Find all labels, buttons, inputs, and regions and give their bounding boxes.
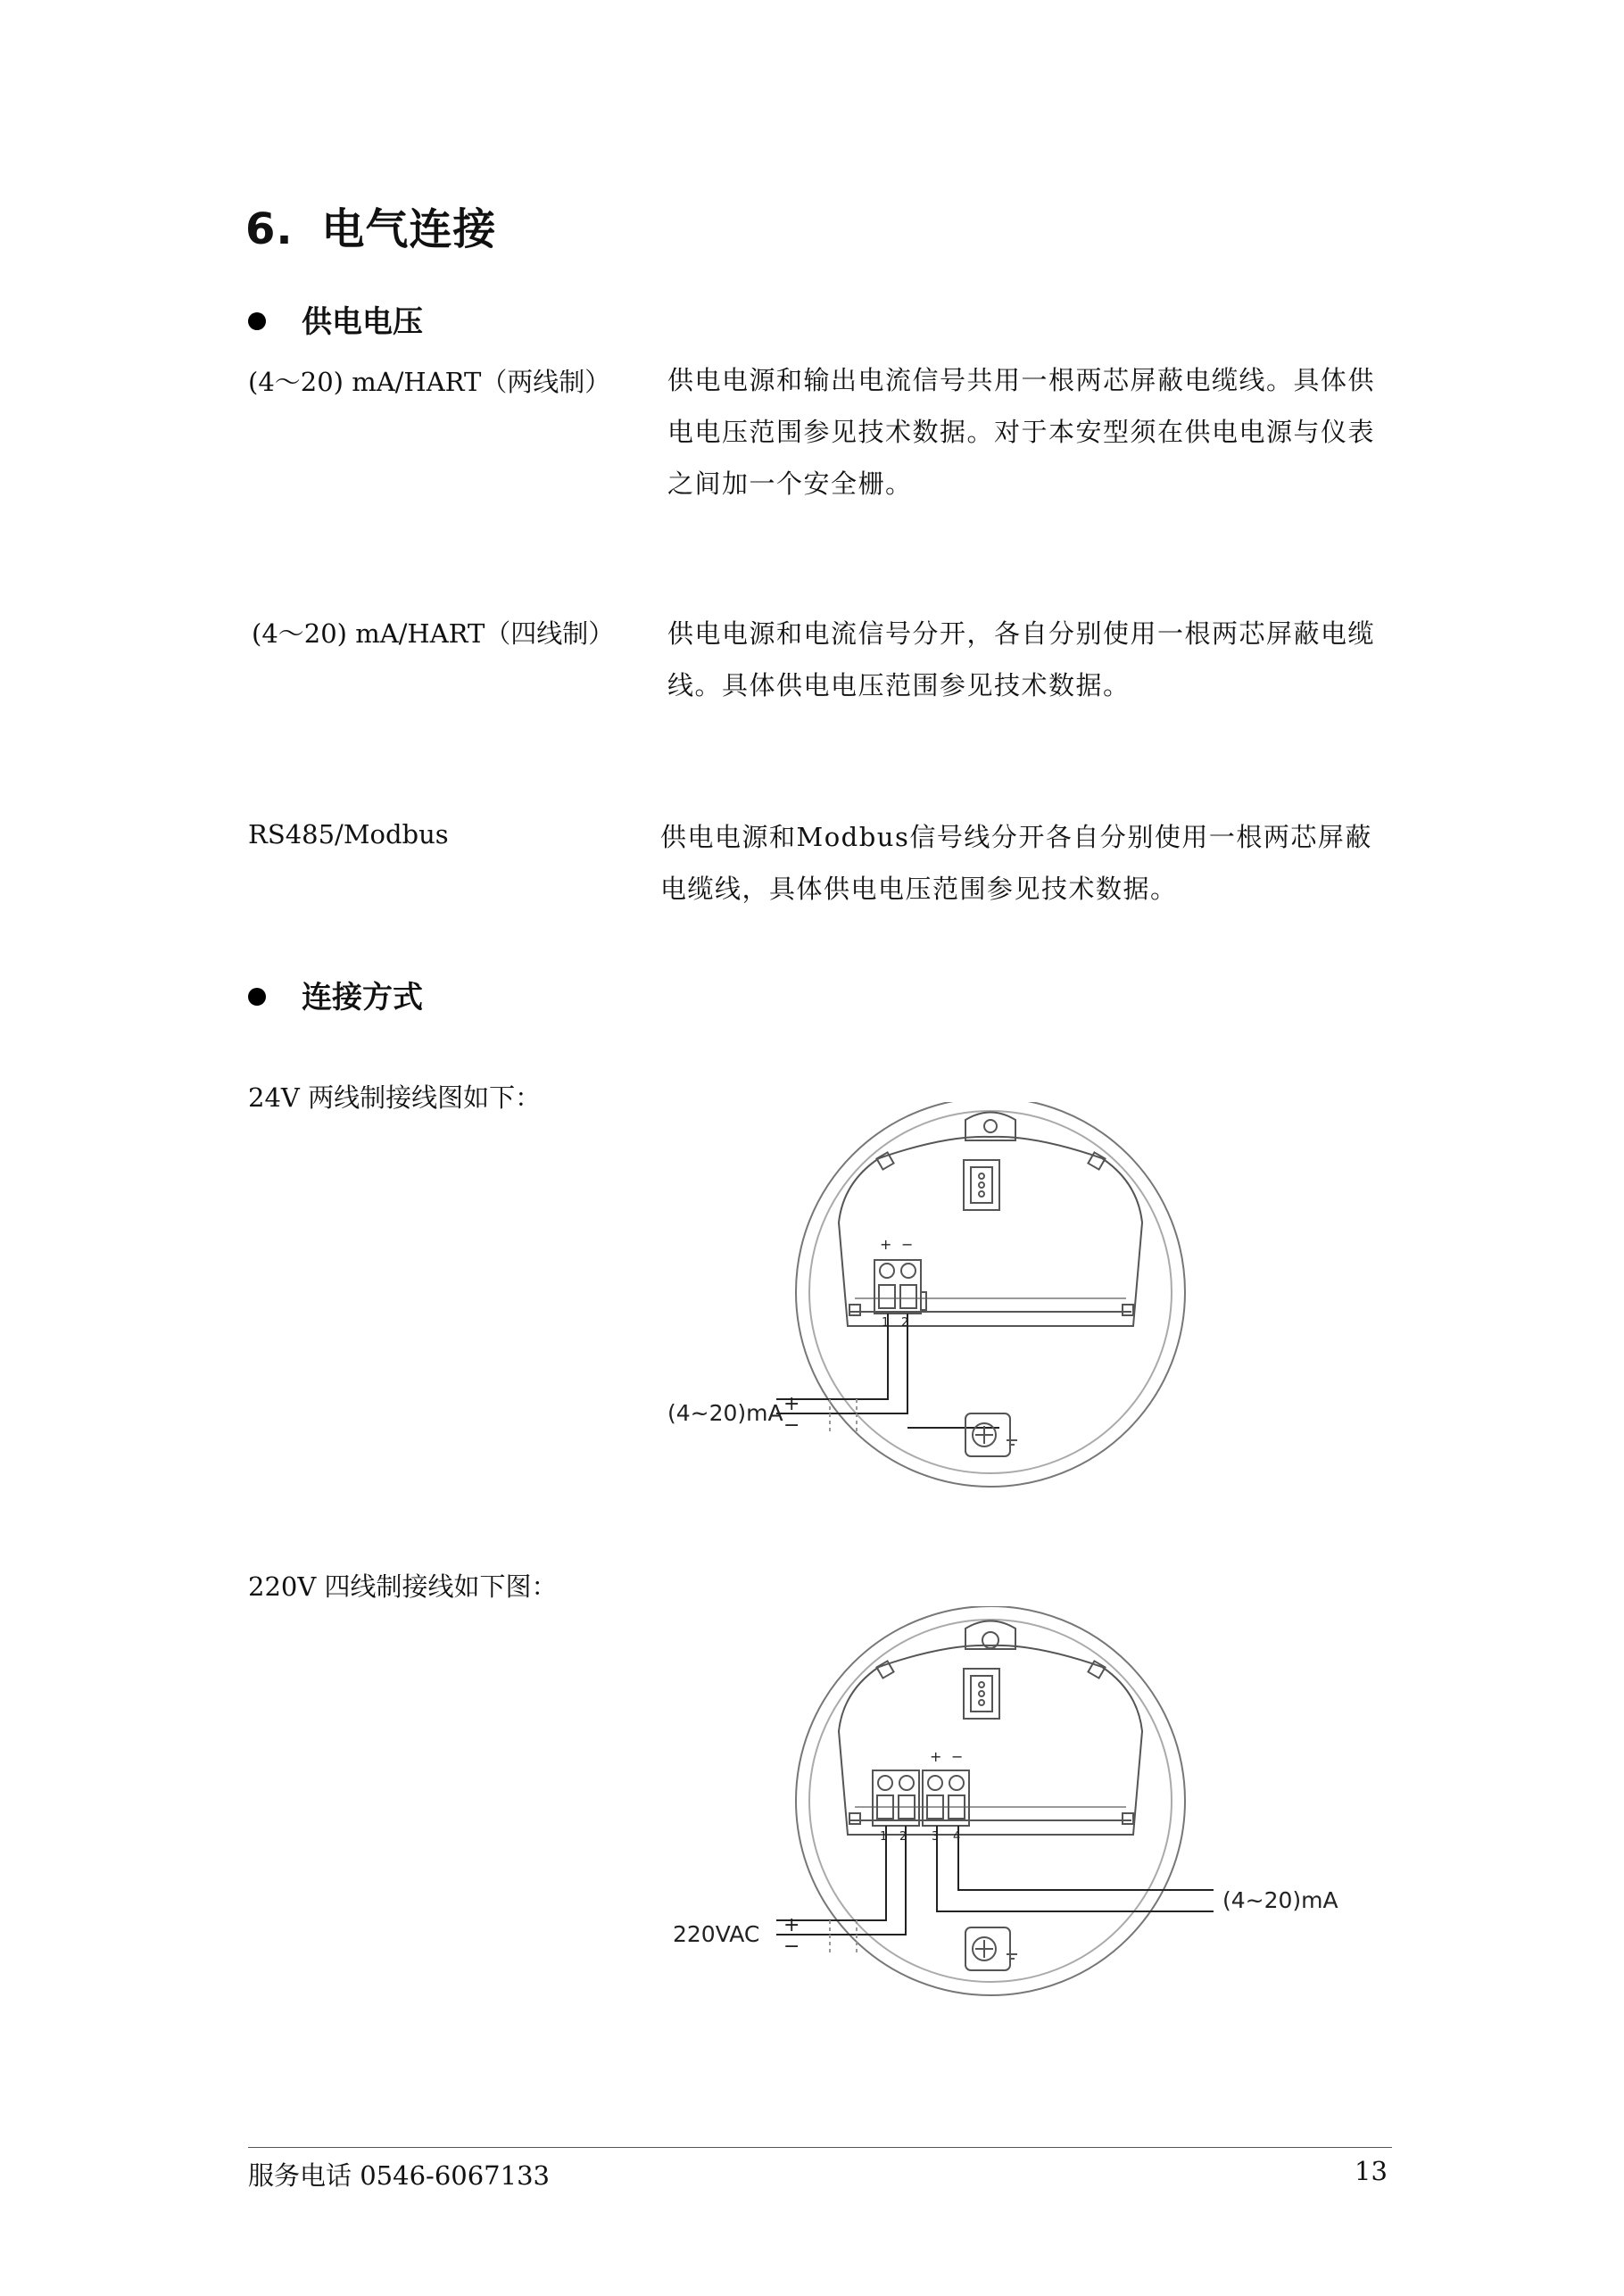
- supply-text-two-wire: 供电电源和输出电流信号共用一根两芯屏蔽电缆线。具体供电电压范围参见技术数据。对于本安型须在供电电源与仪表之间加一个安全栅。: [667, 365, 1376, 499]
- terminal-minus-label: −: [951, 1748, 964, 1765]
- diagram2-caption: 220V 四线制接线如下图：: [248, 1571, 558, 1602]
- four-wire-wiring-diagram: [660, 1606, 1356, 1999]
- terminal-1-label: 1: [882, 1316, 890, 1330]
- terminal-2-label: 2: [899, 1830, 907, 1844]
- supply-label-four-wire: (4～20) mA/HART（四线制）: [252, 618, 615, 649]
- section-number: 6.: [245, 204, 294, 254]
- supply-label-rs485: RS485/Modbus: [248, 819, 449, 850]
- terminal-minus-label: −: [901, 1236, 914, 1253]
- bullet-icon: [248, 988, 266, 1006]
- page-number: 13: [1355, 2156, 1388, 2186]
- terminal-plus-label: +: [880, 1236, 892, 1253]
- signal-minus: −: [783, 1414, 800, 1437]
- supply-heading: [248, 297, 423, 341]
- signal-label: (4~20)mA: [667, 1400, 783, 1426]
- connection-heading-text: 连接方式: [302, 980, 423, 1015]
- supply-heading-text: 供电电压: [302, 304, 423, 340]
- terminal-2-label: 2: [901, 1316, 909, 1330]
- signal-label: (4~20)mA: [1222, 1887, 1338, 1913]
- power-minus: −: [783, 1935, 800, 1958]
- terminal-1-label: 1: [880, 1830, 888, 1844]
- terminal-4-label: 4: [953, 1830, 961, 1844]
- footer-divider: [248, 2147, 1392, 2148]
- connection-heading: [248, 973, 423, 1016]
- section-title: [245, 195, 496, 256]
- terminal-plus-label: +: [930, 1748, 942, 1765]
- terminal-3-label: 3: [932, 1830, 940, 1844]
- supply-text-rs485: 供电电源和Modbus信号线分开各自分别使用一根两芯屏蔽电缆线，具体供电电压范围参见技术数据。: [660, 822, 1372, 904]
- diagram1-caption: 24V 两线制接线图如下：: [248, 1082, 542, 1113]
- signal-plus: +: [783, 1393, 800, 1415]
- footer-service-phone: 服务电话 0546-6067133: [248, 2160, 550, 2191]
- power-label: 220VAC: [673, 1921, 760, 1947]
- bullet-icon: [248, 312, 266, 330]
- section-title-text: 电气连接: [321, 204, 497, 254]
- power-plus: +: [783, 1914, 800, 1936]
- supply-label-two-wire: (4～20) mA/HART（两线制）: [248, 367, 611, 397]
- two-wire-wiring-diagram: [651, 1102, 1205, 1495]
- supply-text-four-wire: 供电电源和电流信号分开，各自分别使用一根两芯屏蔽电缆线。具体供电电压范围参见技术数据。: [667, 618, 1376, 700]
